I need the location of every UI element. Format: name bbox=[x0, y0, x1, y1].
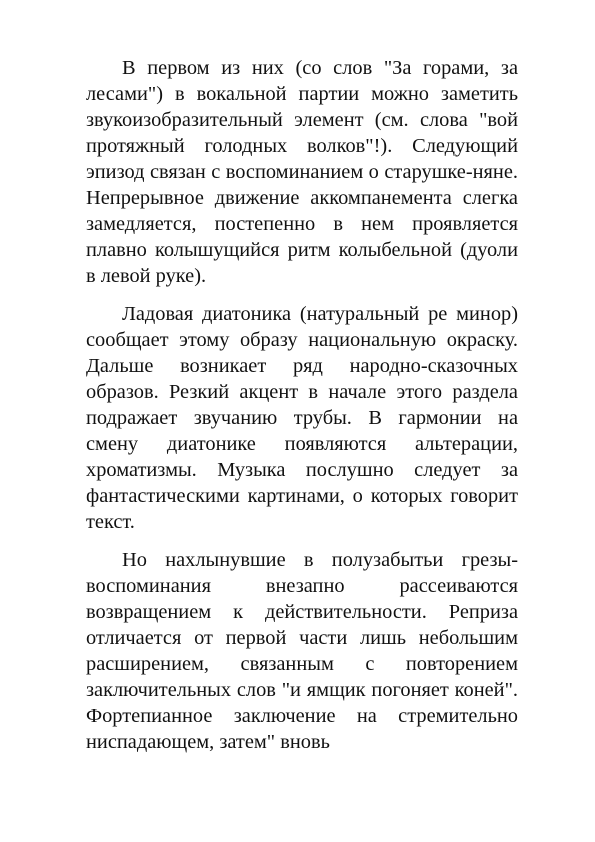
paragraph-3: Но нахлынувшие в полузабытьи грезы-воспоминания внезапно рассеиваются возвращением к действительности. Реприза отличается от первой части лишь небольшим расширением, связанным с повторением заключительных слов "и ямщик погоняет коней". Фортепианное заключение на стремительно ниспадающем, затем" вновь bbox=[86, 549, 518, 753]
paragraph-1: В первом из них (со слов "За горами, за лесами") в вокальной партии можно заметить звукоизобразительный элемент (см. слова "вой протяжный голодных волков"!). Следующий эпизод связан с воспоминанием о старушке-няне. Непрерывное движение аккомпанемента слегка замедляется, постепенно в нем проявляется плавно колышущийся ритм колыбельной (дуоли в левой руке). bbox=[86, 57, 518, 287]
document-page bbox=[86, 55, 518, 755]
paragraph-2: Ладовая диатоника (натуральный ре минор) сообщает этому образу национальную окраску. Дальше возникает ряд народно-сказочных образов. Резкий акцент в начале этого раздела подражает звучанию трубы. В гармонии на смену диатонике появляются альтерации, хроматизмы. Музыка послушно следует за фантастическими картинами, о которых говорит текст. bbox=[86, 303, 518, 533]
